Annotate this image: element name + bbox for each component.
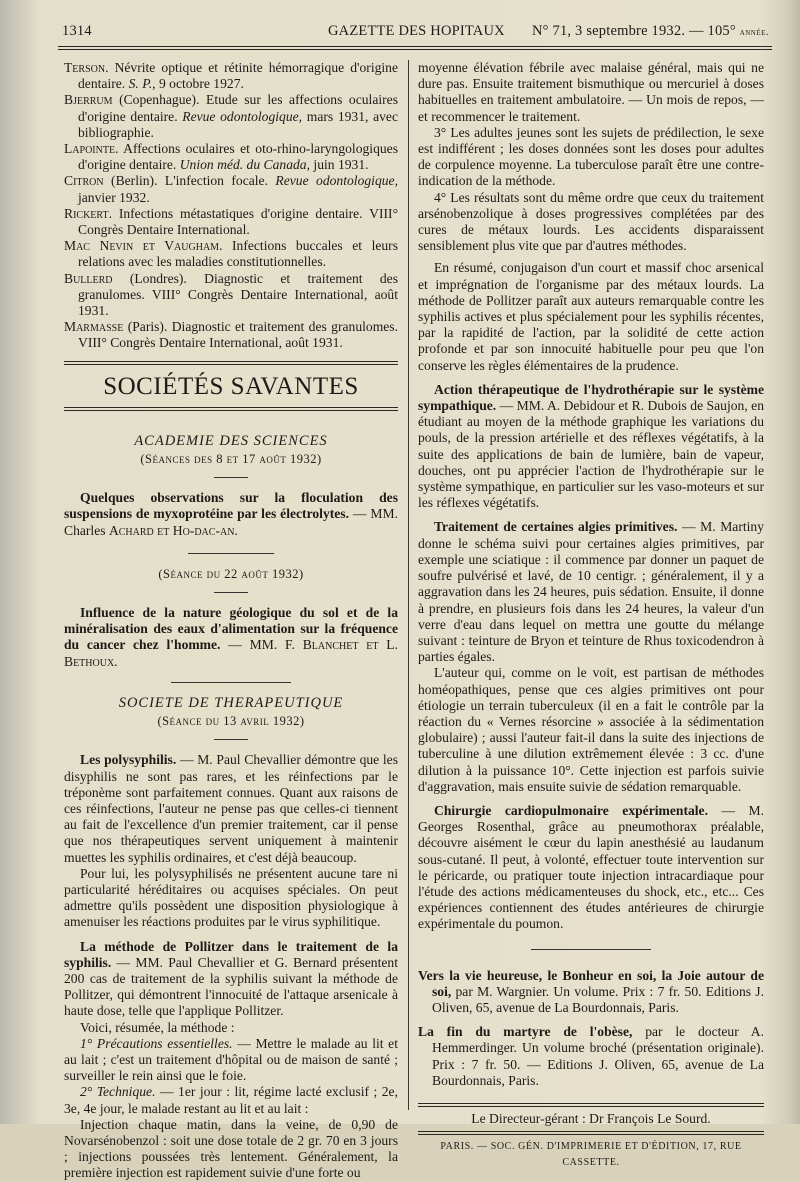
reference-item: Citron (Berlin). L'infection focale. Revue odontologique, janvier 1932. bbox=[64, 173, 398, 205]
society-name-therapeutique: SOCIETE DE THERAPEUTIQUE bbox=[118, 694, 344, 711]
paragraph: 2° Technique. — 1er jour : lit, régime lacté exclusif ; 2e, 3e, 4e jour, le malade restant au lit et au lait : bbox=[64, 1084, 398, 1116]
book-notice: La fin du martyre de l'obèse, par le docteur A. Hemmerdinger. Un volume broché (présentation originale). Prix : 7 fr. 50. — Editions J. Oliven, 65, avenue de La Bourdonnais, Paris. bbox=[418, 1024, 765, 1088]
communication: Influence de la nature géologique du sol et de la minéralisation des eaux d'alimentation sur la fréquence du cancer chez l'homme. — MM. F. Blanchet et L. Bethoux. bbox=[64, 605, 398, 669]
reference-item: Mac Nevin et Vaugham. Infections buccales et leurs relations avec les maladies constitutionnelles. bbox=[64, 238, 398, 270]
paragraph: Voici, résumée, la méthode : bbox=[80, 1019, 235, 1035]
footer-rule bbox=[418, 1131, 764, 1135]
paragraph: Pour lui, les polysyphilisés ne présentent aucune tare ni particularité héréditaires ou acquises spéciales. On peut admettre qu'ils possèdent une disposition physiologique à amenuiser les réactions produites par le virus syphilitique. bbox=[64, 865, 398, 930]
divider bbox=[214, 592, 248, 593]
reference-item: Bjerrum (Copenhague). Etude sur les affections oculaires d'origine dentaire. Revue odontologique, mars 1931, avec bibliographie. bbox=[64, 92, 398, 140]
communication: La méthode de Pollitzer dans le traitement de la syphilis. — MM. Paul Chevallier et G. Bernard présentent 200 cas de traitement de la syphilis suivant la méthode de Pollitzer, qui démontrent l'innocuité de l'attaque arsenicale à haute dose, telle que l'applique Pollitzer. bbox=[64, 938, 398, 1019]
paragraph: 1° Précautions essentielles. — Mettre le malade au lit et au lait ; c'est un traitement d'hôpital ou de maison de santé ; surveiller le rein ainsi que le foie. bbox=[64, 1035, 398, 1084]
divider bbox=[171, 682, 291, 683]
reference-item: Marmasse (Paris). Diagnostic et traitement des granulomes. VIII° Congrès Dentaire International, août 1931. bbox=[64, 319, 398, 351]
footer-rule bbox=[418, 1103, 764, 1107]
column-divider bbox=[408, 60, 409, 1110]
divider bbox=[214, 739, 248, 740]
section-rule bbox=[64, 361, 398, 365]
paragraph: moyenne élévation fébrile avec malaise général, mais qui ne dure pas. Ensuite traitement bismuthique ou mercuriel à doses habituelles en traitement ambulatoire. — Un mois de repos, — et recommencer le traitement. bbox=[418, 60, 764, 124]
reference-list bbox=[64, 60, 398, 352]
directeur-gerant: Le Directeur-gérant : Dr François Le Sourd. bbox=[471, 1110, 711, 1126]
paragraph: Injection chaque matin, dans la veine, de 0,90 de Novarsénobenzol : soit une dose totale de 2 gr. 70 en 3 jours ; injections poussées très lentement. Généralement, la première injection est rapidement suivie d'une forte ou bbox=[64, 1116, 398, 1181]
header-rule-bottom bbox=[58, 49, 772, 50]
page-number: 1314 bbox=[62, 23, 92, 39]
section-rule bbox=[64, 407, 398, 411]
book-notice: Vers la vie heureuse, le Bonheur en soi, la Joie autour de soi, par M. Wargnier. Un volume. Prix : 7 fr. 50. Editions J. Oliven, 65, avenue de La Bourdonnais, Paris. bbox=[418, 967, 764, 1015]
left-column bbox=[64, 60, 398, 1182]
communication: Traitement de certaines algies primitives. — M. Martiny donne le schéma suivi pour certaines algies primitives, par exemple une sciatique : il commence par donner un paquet de soufre pulvérisé et lavé, de 10 centigr. ; généralement, il y a aggravation dans les 24 heures, puis sédation. Ensuite, il donne à prendre, en plusieurs fois dans les 24 heures, la valeur d'un verre d'eau dans lequel on mettra une goutte du mélange suivant : teinture de Bryon et teinture de Rhus toxicodendron à parties égales. bbox=[418, 519, 764, 665]
paragraph: 3° Les adultes jeunes sont les sujets de prédilection, le sexe est indifférent ; les doses données sont les doses pour adultes de corpulence moyenne. La tuberculose paraît être une contre-indication de la méthode. bbox=[418, 124, 764, 189]
paragraph: En résumé, conjugaison d'un court et massif choc arsenical et imprégnation de l'organisme par des métaux lourds. La méthode de Pollitzer paraît aux auteurs remarquable contre les syphilis actives et plus spécialement pour les syphilis récentes, par la rapidité de l'action, par la solidité de cette action profonde et par son innocuité habituelle pour peu que l'on conserve les règles élémentaires de la prudence. bbox=[418, 260, 764, 373]
reference-item: Bullerd (Londres). Diagnostic et traitement des granulomes. VIII° Congrès Dentaire International, août 1931. bbox=[64, 270, 398, 319]
divider bbox=[188, 553, 274, 554]
journal-title: GAZETTE DES HOPITAUX bbox=[328, 23, 505, 39]
printer-imprint: PARIS. — SOC. GÉN. D'IMPRIMERIE ET D'ÉDITION, 17, RUE CASSETTE. bbox=[440, 1141, 742, 1169]
session-date: (Séance du 22 août 1932) bbox=[158, 566, 304, 581]
session-date: (Séances des 8 et 17 août 1932) bbox=[140, 452, 322, 467]
divider bbox=[214, 477, 248, 478]
communication: Quelques observations sur la floculation des suspensions de myxoprotéine par les électrolytes. — MM. Charles Achard et Ho-dac-an. bbox=[64, 490, 398, 538]
communication: Chirurgie cardiopulmonaire expérimentale. — M. Georges Rosenthal, grâce au pneumothorax préalable, découvre aisément le cœur du lapin anesthésié au laudanum sous-cutané. Il peut, à volonté, effectuer toute intervention sur le péricarde, ou pratiquer toute injection intracardiaque pour l'étude des actions médicamenteuses du shock, etc., etc... Ces expériences contiennent des études antérieures de chirurgie expérimentale du poumon. bbox=[418, 802, 764, 932]
right-column bbox=[418, 60, 764, 1172]
section-title: SOCIÉTÉS SAVANTES bbox=[103, 372, 359, 400]
issue-info: N° 71, 3 septembre 1932. — 105° année. bbox=[532, 23, 769, 39]
paragraph: L'auteur qui, comme on le voit, est partisan de méthodes homéopathiques, pense que ces algies primitives ont pour étiologie un terrain tuberculeux (il en a fait le contrôle par la réaction du « Vernes résorcine » associée à la sédimentation globulaire) ; aussi l'auteur fait-il dans la suite des injections de tuberculine à une dilution extrêmement élevée : 3 cc. d'une dilution à la puissance 10°. Cette injection est parfois suivie d'aggravation, mais ensuite suivie de sédation remarquable. bbox=[418, 665, 764, 794]
header-rule-top bbox=[58, 46, 772, 47]
running-header bbox=[40, 20, 770, 46]
paragraph: 4° Les résultats sont du même ordre que ceux du traitement arsénobenzolique à doses progressives complétées par des cures de métaux lourds. Les accidents disparaissent sensiblement plus vite que par d'autres méthodes. bbox=[418, 189, 764, 254]
reference-item: Terson. Névrite optique et rétinite hémorragique d'origine dentaire. S. P., 9 octobre 1927. bbox=[64, 60, 399, 92]
society-name-academie: ACADEMIE DES SCIENCES bbox=[134, 432, 328, 449]
communication: Action thérapeutique de l'hydrothérapie sur le système sympathique. — MM. A. Debidour et R. Dubois de Saujon, en étudiant au moyen de la méthode graphique les variations du pouls, de la pression artérielle et des réflexes végétatifs, à la suite des applications de bain de lumière, bain de vapeur, douches, ont pu apprécier l'action de l'hydrothérapie sur le système sympathique, en particulier sur les vaso-moteurs et sur les réflexes végétatifs. bbox=[418, 381, 764, 511]
reference-item: Lapointe. Affections oculaires et oto-rhino-laryngologiques d'origine dentaire. Union méd. du Canada, juin 1931. bbox=[64, 141, 398, 173]
communication: Les polysyphilis. — M. Paul Chevallier démontre que les disyphilis ne sont pas rares, et les réinfections par le tréponème sont parfaitement connues. Quant aux raisons de ces réinfections, l'auteur ne pense pas que celles-ci tiennent au fait de l'excellence d'un premier traitement, car il pense que nos thérapeutiques servent uniquement à maintenir muettes les syphilis ordinaires, et c'est déjà beaucoup. bbox=[64, 752, 398, 865]
session-date: (Séance du 13 avril 1932) bbox=[157, 714, 305, 729]
ornament-rule bbox=[531, 949, 651, 950]
reference-item: Rickert. Infections métastatiques d'origine dentaire. VIII° Congrès Dentaire International. bbox=[64, 205, 399, 238]
